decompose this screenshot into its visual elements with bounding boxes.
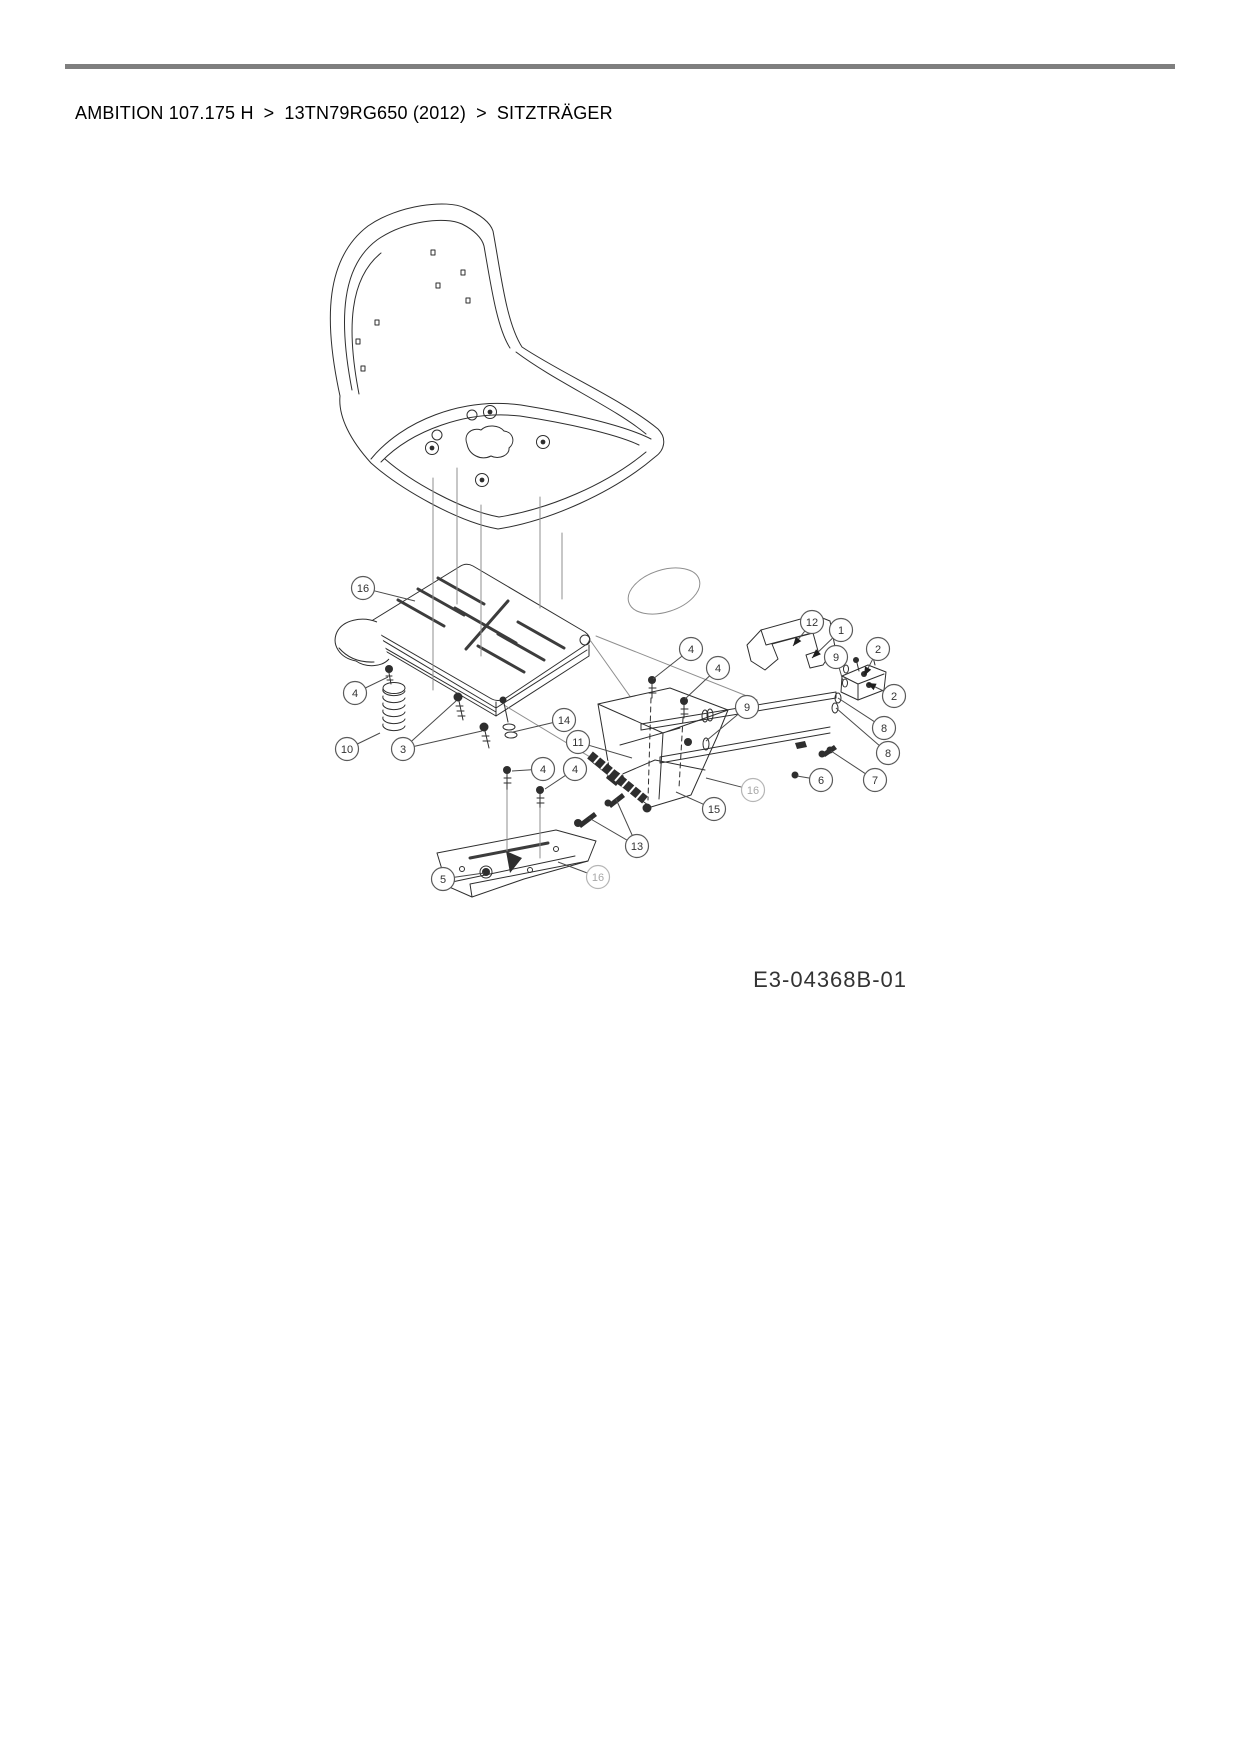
bolt-part-4-mid-left (503, 766, 511, 851)
drawing-code: E3-04368B-01 (753, 967, 907, 992)
callout-4 (653, 638, 703, 680)
svg-text:10: 10 (340, 743, 354, 756)
callout-4 (344, 677, 389, 705)
callout-2 (867, 683, 906, 708)
svg-text:9: 9 (743, 701, 751, 714)
seat-shell (330, 204, 663, 529)
svg-text:4: 4 (687, 643, 695, 656)
svg-text:9: 9 (832, 651, 840, 664)
svg-text:16: 16 (746, 784, 760, 797)
svg-text:4: 4 (714, 662, 722, 675)
breadcrumb-separator: > (263, 103, 275, 123)
svg-text:16: 16 (591, 871, 605, 884)
breadcrumb-item-model[interactable]: AMBITION 107.175 H (75, 103, 254, 123)
svg-text:15: 15 (707, 803, 721, 816)
svg-text:14: 14 (557, 714, 571, 727)
svg-text:8: 8 (884, 747, 892, 760)
svg-text:12: 12 (805, 616, 819, 629)
svg-text:13: 13 (630, 840, 644, 853)
callout-4 (512, 758, 555, 781)
callout-10 (336, 733, 381, 761)
lower-bracket (437, 830, 596, 897)
svg-text:5: 5 (439, 873, 447, 886)
svg-text:1: 1 (837, 624, 845, 637)
svg-text:11: 11 (572, 736, 584, 749)
svg-text:2: 2 (874, 643, 882, 656)
callout-14 (513, 709, 576, 733)
svg-text:2: 2 (890, 690, 898, 703)
callout-13 (589, 799, 649, 858)
breadcrumb-item-variant[interactable]: 13TN79RG650 (2012) (284, 103, 467, 123)
seat-bumper (622, 560, 705, 623)
svg-text:4: 4 (571, 763, 579, 776)
callout-16 (352, 577, 416, 602)
svg-text:8: 8 (880, 722, 888, 735)
callout-4 (685, 657, 730, 700)
svg-text:4: 4 (539, 763, 547, 776)
breadcrumb-separator: > (476, 103, 487, 123)
spring-part-10 (383, 683, 405, 731)
svg-text:4: 4 (351, 687, 359, 700)
svg-text:6: 6 (817, 774, 825, 787)
breadcrumb-item-assembly[interactable]: SITZTRÄGER (496, 103, 613, 123)
callout-6 (797, 769, 833, 792)
callout-3 (392, 701, 483, 761)
screws-part-13 (574, 793, 625, 828)
bolt-part-4-left (385, 665, 393, 684)
svg-text:16: 16 (356, 582, 370, 595)
svg-text:3: 3 (399, 743, 407, 756)
svg-text:7: 7 (871, 774, 879, 787)
